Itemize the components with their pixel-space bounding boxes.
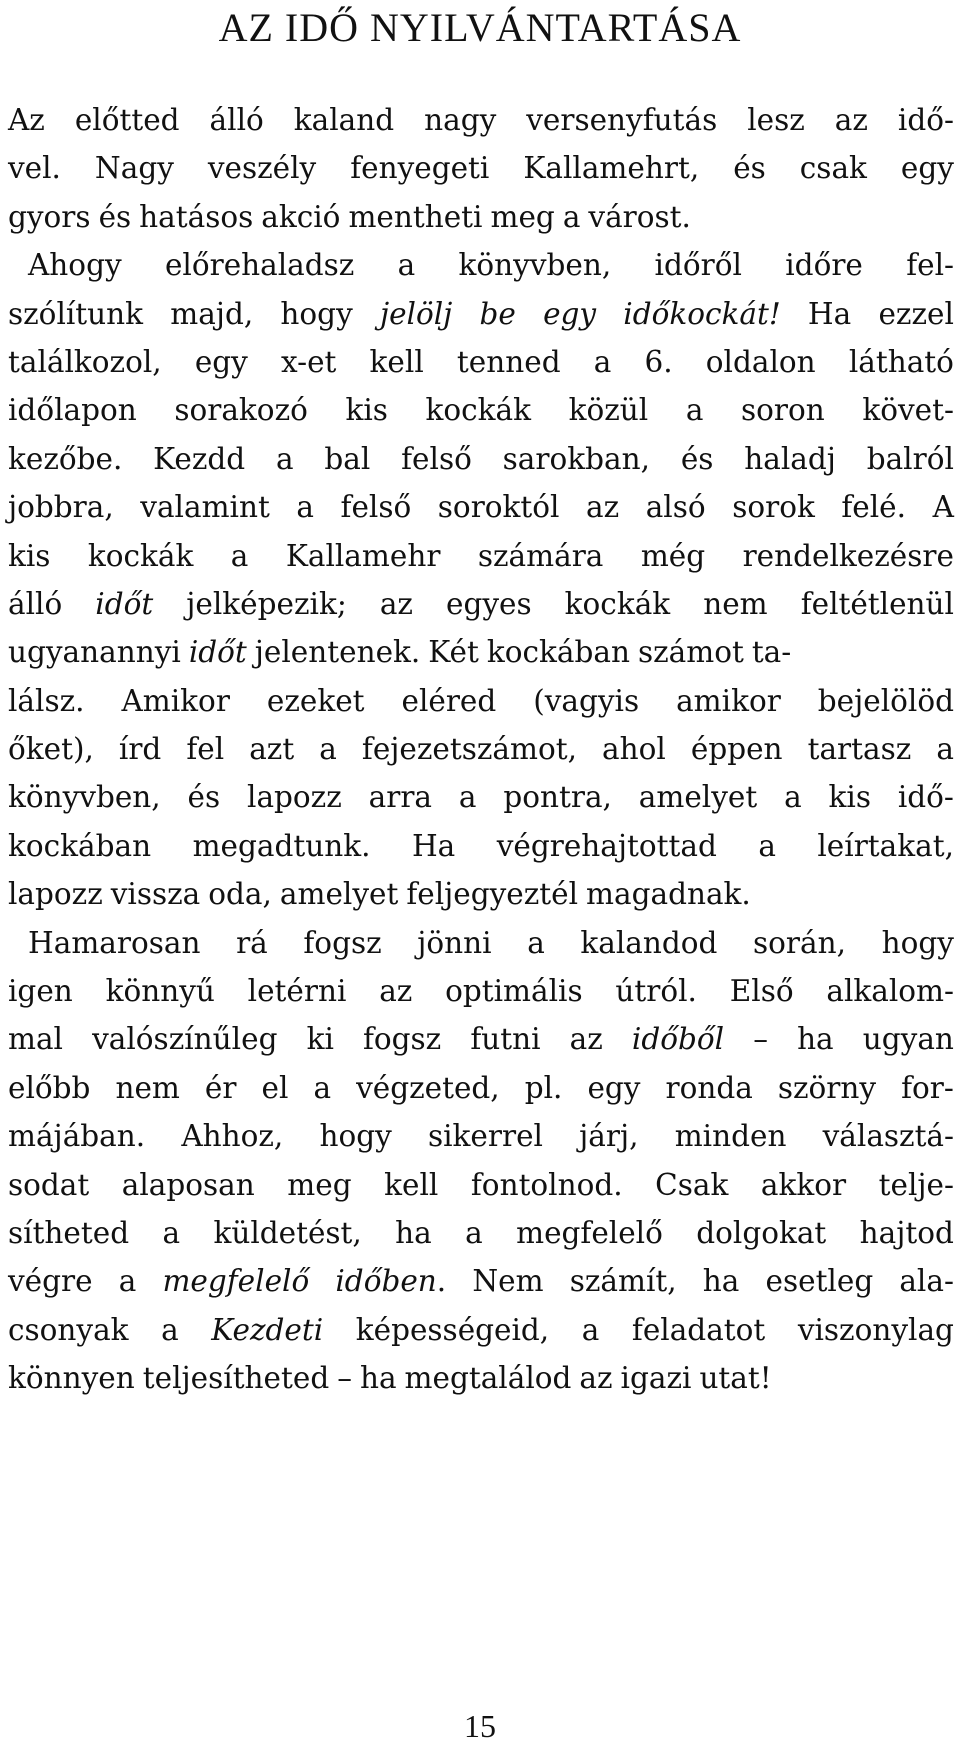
page-number: 15 (464, 1708, 496, 1744)
text-line: májában. Ahhoz, hogy sikerrel járj, minden választá- (8, 1119, 954, 1154)
text-line: lálsz. Amikor ezeket eléred (vagyis amikor bejelölöd (8, 683, 954, 718)
text-line: sítheted a küldetést, ha a megfelelő dolgokat hajtod (8, 1215, 954, 1250)
text-line: csonyak a Kezdeti képességeid, a feladatot viszonylag (8, 1312, 954, 1347)
text-line: találkozol, egy x-et kell tenned a 6. oldalon látható (8, 344, 954, 379)
text-line: igen könnyű letérni az optimális útról. Első alkalom- (8, 974, 954, 1009)
text-line: Az előtted álló kaland nagy versenyfutás lesz az idő- (8, 103, 954, 137)
page-title: AZ IDŐ NYILVÁNTARTÁSA (218, 5, 742, 50)
text-line: előbb nem ér el a végzeted, pl. egy ronda szörny for- (8, 1070, 954, 1105)
text-line: Ahogy előrehaladsz a könyvben, időről időre fel- (28, 248, 954, 283)
text-line: vel. Nagy veszély fenyegeti Kallamehrt, és csak egy (8, 151, 954, 186)
text-line: gyors és hatásos akció mentheti meg a várost. (8, 199, 691, 234)
text-line: mal valószínűleg ki fogsz futni az időből – ha ugyan (8, 1022, 954, 1057)
text-line: időlapon sorakozó kis kockák közül a soron követ- (8, 393, 954, 428)
text-line: jobbra, valamint a felső soroktól az alsó sorok felé. A (8, 490, 954, 525)
body-text (8, 96, 954, 1403)
text-line: sodat alaposan meg kell fontolnod. Csak akkor telje- (8, 1167, 954, 1202)
text-line: lapozz vissza oda, amelyet feljegyeztél magadnak. (8, 877, 751, 912)
text-line: kis kockák a Kallamehr számára még rendelkezésre (8, 538, 954, 573)
text-line: Hamarosan rá fogsz jönni a kalandod során, hogy (28, 925, 954, 960)
text-line: kockában megadtunk. Ha végrehajtottad a leírtakat, (8, 828, 954, 863)
text-line: kezőbe. Kezdd a bal felső sarokban, és haladj balról (8, 441, 954, 476)
text-line: végre a megfelelő időben. Nem számít, ha esetleg ala- (8, 1264, 954, 1299)
text-line: szólítunk majd, hogy jelölj be egy időkockát! Ha ezzel (8, 296, 954, 331)
text-line: ugyanannyi időt jelentenek. Két kockában számot ta- (8, 635, 792, 670)
text-line: könyvben, és lapozz arra a pontra, amelyet a kis idő- (8, 780, 954, 815)
text-line: álló időt jelképezik; az egyes kockák nem feltétlenül (8, 586, 954, 621)
text-line: őket), írd fel azt a fejezetszámot, ahol éppen tartasz a (8, 732, 954, 767)
text-line: könnyen teljesítheted – ha megtalálod az igazi utat! (8, 1361, 772, 1396)
